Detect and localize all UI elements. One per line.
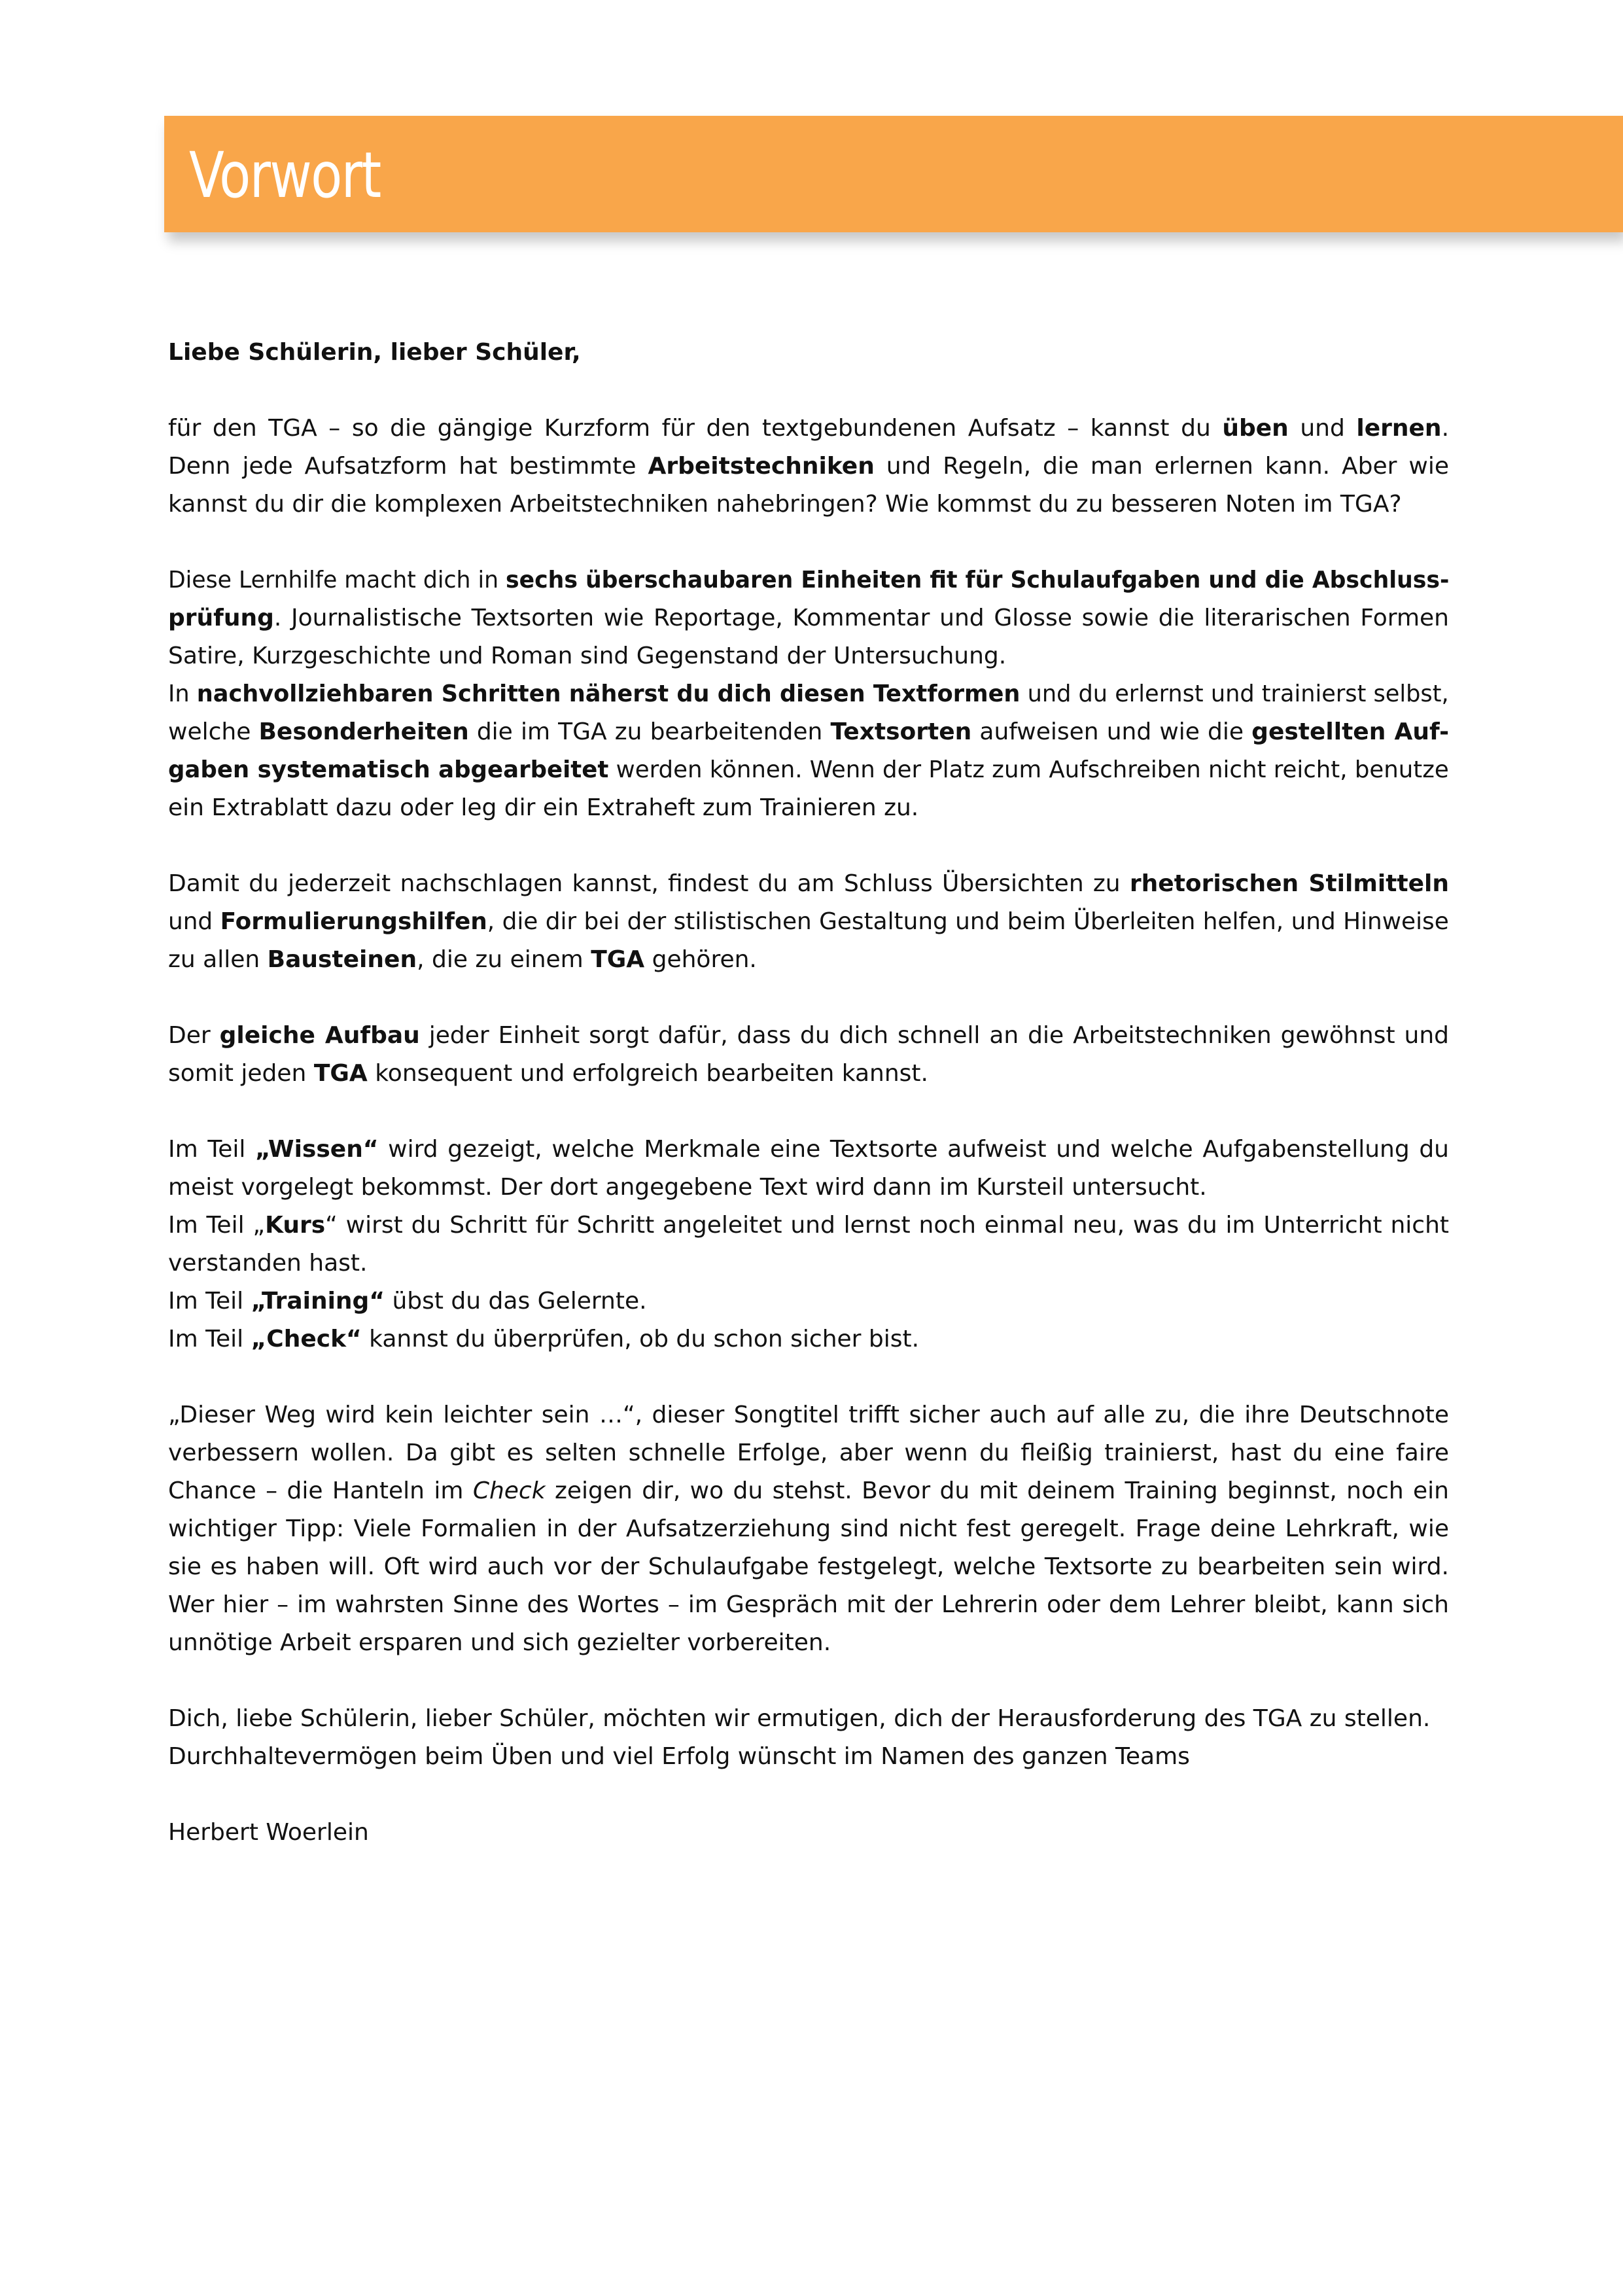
text-run: , die dir bei der stilistischen Gestaltung und beim Überleiten helfen, und Hinweise (487, 908, 1449, 935)
text-run: verstanden hast. (168, 1250, 368, 1277)
text-line (168, 1434, 1449, 1472)
text-line (168, 1510, 1449, 1548)
text-line (168, 1738, 1449, 1776)
text-line (168, 1624, 1449, 1662)
paragraph-intro (168, 410, 1449, 523)
text-run: Satire, Kurzgeschichte und Roman sind Gegenstand der Untersuchung. (168, 643, 1007, 669)
paragraph-weg (168, 1396, 1449, 1662)
bold-text: gaben systematisch abgearbeitet (168, 756, 609, 783)
text-line (168, 751, 1449, 789)
text-line (168, 1586, 1449, 1624)
bold-text: Bausteinen (267, 946, 417, 973)
text-run: gehören. (644, 946, 757, 973)
text-run: kannst du überprüfen, ob du schon sicher bist. (361, 1326, 920, 1352)
italic-text: Check (472, 1477, 546, 1504)
bold-text: „Wissen“ (255, 1136, 379, 1163)
bold-text: Besonderheiten (258, 718, 469, 745)
text-run: werden können. Wenn der Platz zum Aufschreiben nicht reicht, benutze (608, 756, 1449, 783)
bold-text: Textsorten (830, 718, 972, 745)
paragraph-aufbau (168, 1017, 1449, 1093)
text-run: und du erlernst und trainierst selbst, (1020, 680, 1449, 707)
text-run: Chance – die Hanteln im (168, 1477, 473, 1504)
bold-text: TGA (313, 1060, 368, 1087)
text-line (168, 1131, 1449, 1169)
spacer (168, 1662, 1449, 1700)
bold-text: prüfung (168, 605, 274, 631)
bold-text: TGA (591, 946, 645, 973)
text-line (168, 1472, 1449, 1510)
text-run: jeder Einheit sorgt dafür, dass du dich schnell an die Arbeitstechniken gewöhnst und (419, 1022, 1449, 1049)
text-line (168, 599, 1449, 637)
text-run: welche (168, 718, 259, 745)
text-run: Im Teil (168, 1136, 255, 1163)
text-run: sie es haben will. Oft wird auch vor der Schulaufgabe festgelegt, welche Textsorte zu bearbeiten sein wird. (168, 1553, 1449, 1580)
text-run: zu allen (168, 946, 268, 973)
text-run: “ wirst du Schritt für Schritt angeleitet und lernst noch einmal neu, was du im Unterricht nicht (325, 1212, 1449, 1239)
document-body (168, 334, 1449, 1852)
text-line (168, 1169, 1449, 1207)
text-run: und (1288, 415, 1357, 442)
text-line (168, 1017, 1449, 1055)
text-run: aufweisen und wie die (971, 718, 1252, 745)
salutation: Liebe Schülerin, lieber Schüler, (168, 339, 581, 366)
spacer (168, 523, 1449, 561)
text-line (168, 941, 1449, 979)
header-banner (164, 116, 1623, 232)
paragraph-teile (168, 1131, 1449, 1358)
spacer (168, 979, 1449, 1017)
text-run: und Regeln, die man erlernen kann. Aber wie (874, 453, 1449, 480)
paragraph-closing (168, 1700, 1449, 1776)
paragraph-lernhilfe (168, 561, 1449, 827)
text-run: , die zu einem (417, 946, 591, 973)
bold-text: rhetorischen Stilmitteln (1129, 870, 1449, 897)
bold-text: lernen (1356, 415, 1442, 442)
text-line (168, 1282, 1449, 1320)
text-run: Im Teil (168, 1288, 251, 1315)
bold-text: Formulierungshilfen (220, 908, 487, 935)
text-line (168, 1207, 1449, 1245)
text-line (168, 1320, 1449, 1358)
text-line (168, 1548, 1449, 1586)
text-run: Der (168, 1022, 220, 1049)
text-run: ein Extrablatt dazu oder leg dir ein Extraheft zum Trainieren zu. (168, 794, 919, 821)
text-run: zeigen dir, wo du stehst. Bevor du mit deinem Training beginnst, noch ein (545, 1477, 1449, 1504)
text-run: . (1441, 415, 1449, 442)
text-run: Dich, liebe Schülerin, lieber Schüler, möchten wir ermutigen, dich der Herausforderung des TGA zu stellen. (168, 1705, 1431, 1732)
text-run: Denn jede Aufsatzform hat bestimmte (168, 453, 648, 480)
text-run: verbessern wollen. Da gibt es selten schnelle Erfolge, aber wenn du fleißig trainierst, hast du eine faire (168, 1439, 1449, 1466)
text-line (168, 448, 1449, 486)
text-line (168, 675, 1449, 713)
text-run: wichtiger Tipp: Viele Formalien in der Aufsatzerziehung sind nicht fest geregelt. Frage deine Lehrkraft, wie (168, 1515, 1449, 1542)
text-line (168, 561, 1449, 599)
bold-text: sechs überschaubaren Einheiten fit für Schulaufgaben und die Abschluss- (506, 567, 1449, 593)
paragraph-nachschlagen (168, 865, 1449, 979)
spacer (168, 1358, 1449, 1396)
text-run: „Dieser Weg wird kein leichter sein …“, dieser Songtitel trifft sicher auch auf alle zu, die ihre Deutschnote (168, 1402, 1449, 1428)
text-run: die im TGA zu bearbeitenden (468, 718, 831, 745)
text-line (168, 1055, 1449, 1093)
spacer (168, 372, 1449, 410)
text-run: . Journalistische Textsorten wie Reportage, Kommentar und Glosse sowie die literarischen Formen (273, 605, 1449, 631)
spacer (168, 1776, 1449, 1814)
bold-text: üben (1222, 415, 1289, 442)
text-run: In (168, 680, 197, 707)
text-run: Wer hier – im wahrsten Sinne des Wortes – im Gespräch mit der Lehrerin oder dem Lehrer bleibt, kann sich (168, 1591, 1449, 1618)
text-run: unnötige Arbeit ersparen und sich gezielter vorbereiten. (168, 1629, 831, 1656)
text-line (168, 486, 1449, 523)
bold-text: Kurs (265, 1212, 326, 1239)
text-run: somit jeden (168, 1060, 314, 1087)
page-title: Vorwort (189, 139, 381, 212)
text-run: für den TGA – so die gängige Kurzform für den textgebundenen Aufsatz – kannst du (168, 415, 1223, 442)
bold-text: nachvollziehbaren Schritten näherst du dich diesen Textformen (196, 680, 1021, 707)
text-run: übst du das Gelernte. (385, 1288, 647, 1315)
text-line (168, 1700, 1449, 1738)
text-run: Im Teil (168, 1326, 251, 1352)
bold-text: „Check“ (251, 1326, 362, 1352)
text-run: Damit du jederzeit nachschlagen kannst, findest du am Schluss Übersichten zu (168, 870, 1130, 897)
bold-text: Arbeitstechniken (648, 453, 875, 480)
text-run: Durchhaltevermögen beim Üben und viel Erfolg wünscht im Namen des ganzen Teams (168, 1743, 1190, 1770)
text-line (168, 410, 1449, 448)
text-line (168, 789, 1449, 827)
text-line (168, 865, 1449, 903)
bold-text: gleiche Aufbau (219, 1022, 420, 1049)
spacer (168, 1093, 1449, 1131)
text-run: Im Teil „ (168, 1212, 266, 1239)
text-run: Diese Lernhilfe macht dich in (168, 567, 506, 593)
text-run: kannst du dir die komplexen Arbeitstechniken nahebringen? Wie kommst du zu besseren Noten im TGA? (168, 491, 1402, 518)
bold-text: gestellten Auf- (1251, 718, 1449, 745)
text-line (168, 1245, 1449, 1282)
text-line (168, 1396, 1449, 1434)
signature: Herbert Woerlein (168, 1819, 369, 1846)
text-run: meist vorgelegt bekommst. Der dort angegebene Text wird dann im Kursteil untersucht. (168, 1174, 1207, 1201)
text-line (168, 903, 1449, 941)
text-run: wird gezeigt, welche Merkmale eine Textsorte aufweist und welche Aufgabenstellung du (378, 1136, 1449, 1163)
text-run: und (168, 908, 220, 935)
text-line (168, 637, 1449, 675)
bold-text: „Training“ (251, 1288, 385, 1315)
text-run: konsequent und erfolgreich bearbeiten kannst. (367, 1060, 928, 1087)
text-line (168, 713, 1449, 751)
spacer (168, 827, 1449, 865)
